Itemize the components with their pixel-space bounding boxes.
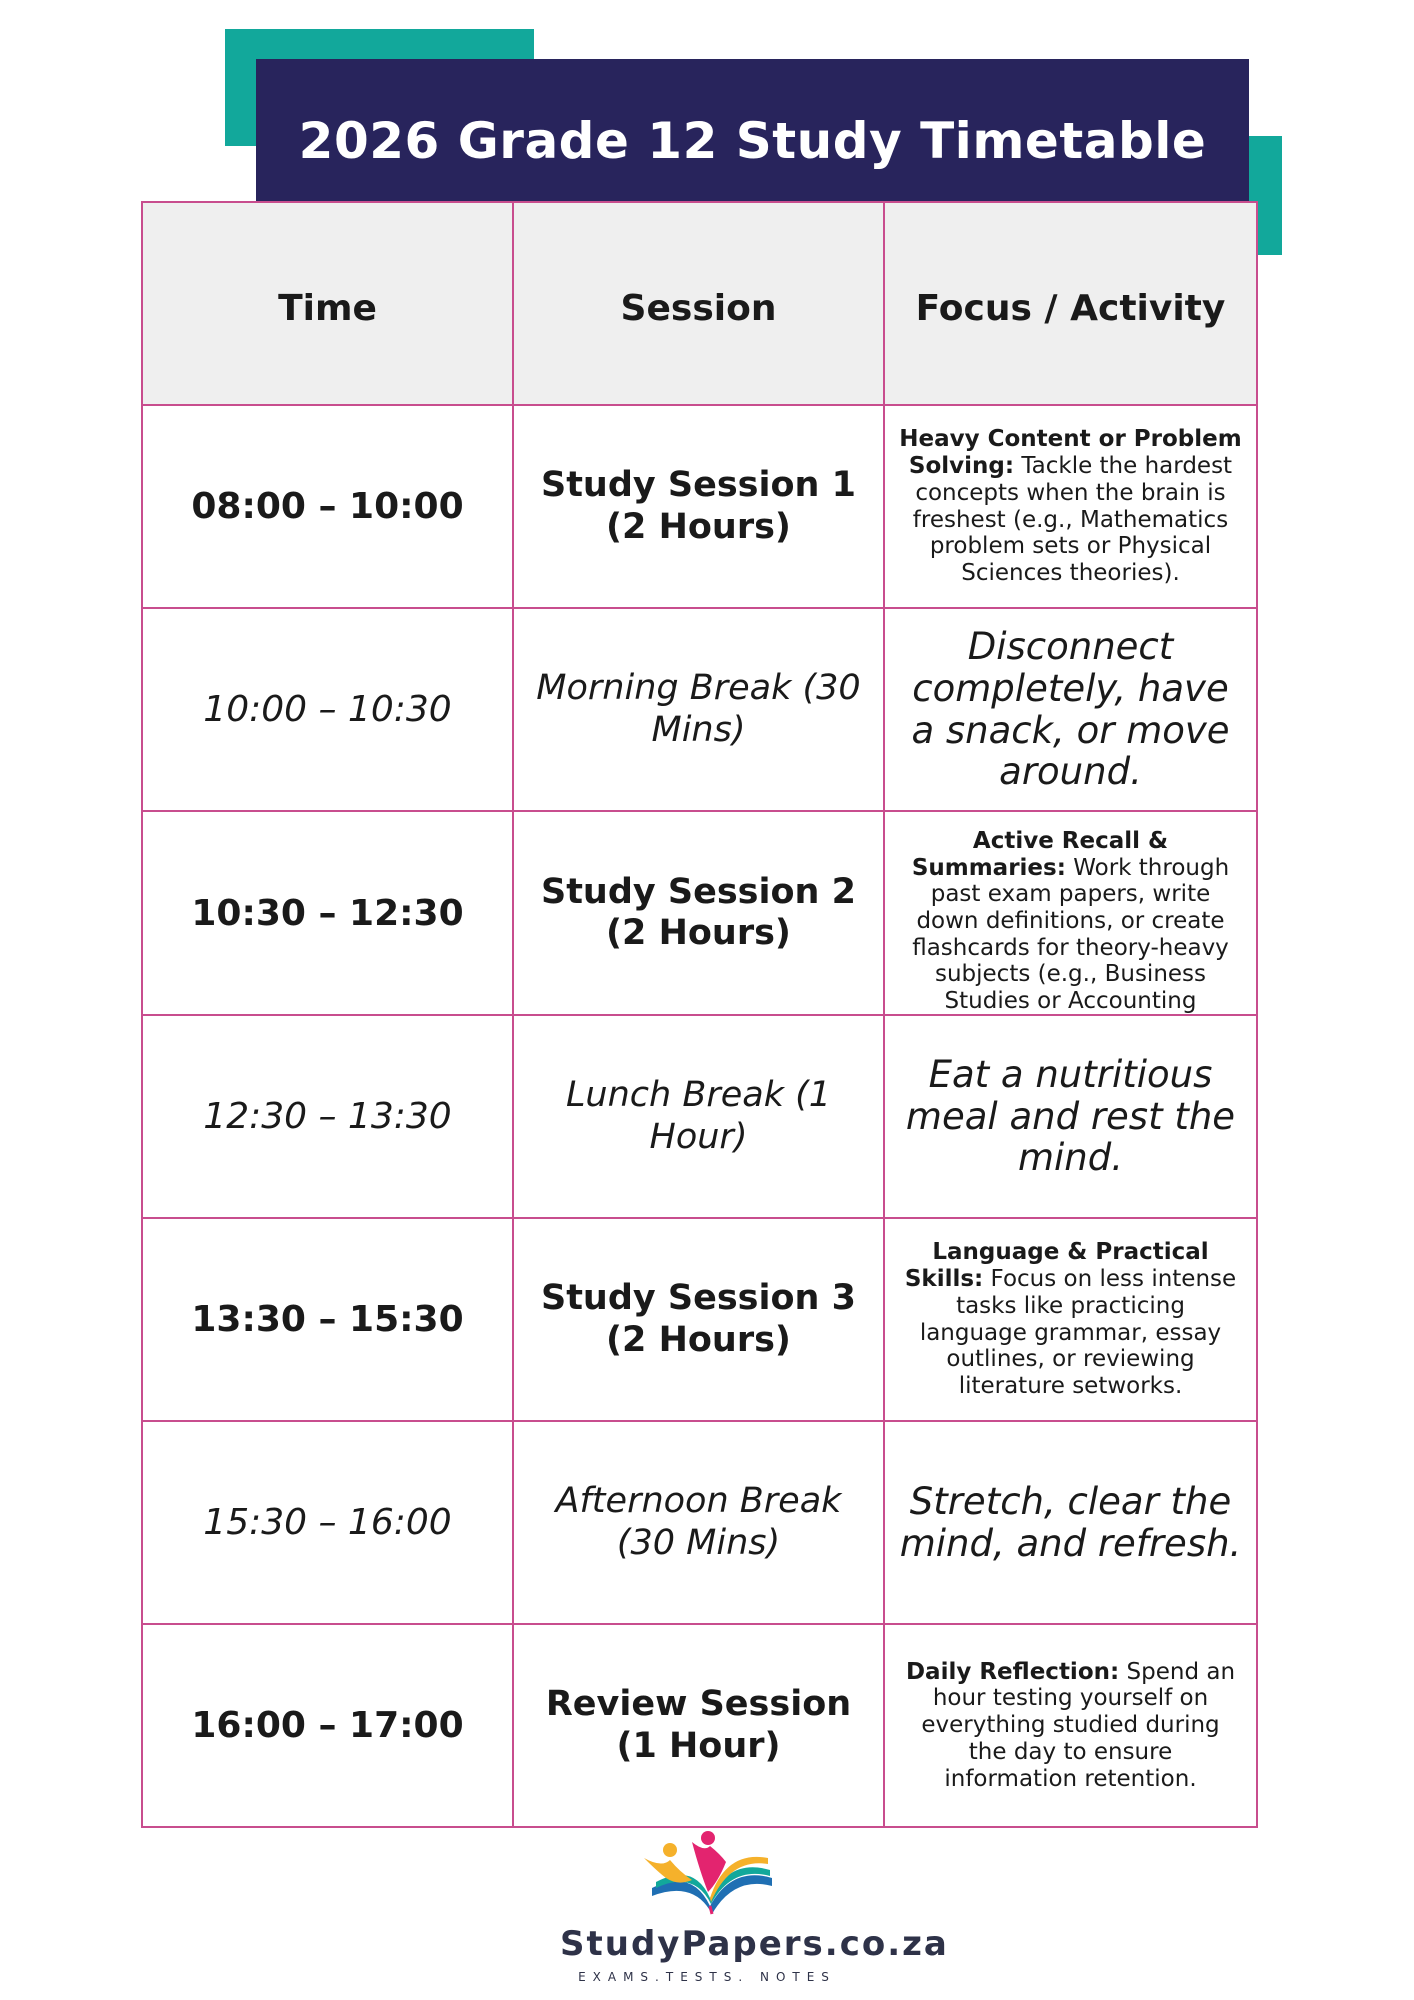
- focus-text: Work through past exam papers, write down definitions, or create flashcards for theory-heavy subjects (e.g., Business Studies or Accounting: [912, 854, 1230, 1014]
- timetable: [141, 201, 1258, 1828]
- focus-text: Tackle the hardest concepts when the brain is freshest (e.g., Mathematics problem sets or Physical Sciences theories).: [912, 453, 1233, 586]
- focus-heading: Heavy Content or Problem Solving:: [899, 426, 1242, 480]
- focus-cell: [884, 811, 1257, 1015]
- focus-cell: [884, 1624, 1257, 1827]
- session-cell: Lunch Break (1 Hour): [513, 1015, 884, 1218]
- table-row: [142, 1421, 1257, 1624]
- brand-tagline: EXAMS.TESTS. NOTES: [578, 1970, 836, 1984]
- focus-heading: Language & Practical Skills:: [904, 1239, 1209, 1293]
- time-cell: 13:30 – 15:30: [142, 1218, 513, 1421]
- focus-text: Spend an hour testing yourself on everything studied during the day to ensure information retention.: [921, 1658, 1236, 1792]
- session-cell: Study Session 2 (2 Hours): [513, 811, 884, 1015]
- time-cell: 10:00 – 10:30: [142, 608, 513, 811]
- header-session: Session: [513, 202, 884, 405]
- header-focus: Focus / Activity: [884, 202, 1257, 405]
- focus-cell: Stretch, clear the mind, and refresh.: [884, 1421, 1257, 1624]
- session-cell: Review Session (1 Hour): [513, 1624, 884, 1827]
- title-banner: [256, 59, 1249, 222]
- brand-name: StudyPapers.co.za: [560, 1924, 949, 1964]
- table-row: [142, 608, 1257, 811]
- focus-cell: Eat a nutritious meal and rest the mind.: [884, 1015, 1257, 1218]
- book-people-icon: [622, 1828, 792, 1920]
- focus-heading: Active Recall & Summaries:: [911, 828, 1169, 881]
- time-cell: 15:30 – 16:00: [142, 1421, 513, 1624]
- focus-cell: [884, 1218, 1257, 1421]
- time-cell: 16:00 – 17:00: [142, 1624, 513, 1827]
- time-cell: 12:30 – 13:30: [142, 1015, 513, 1218]
- focus-cell: [884, 405, 1257, 608]
- focus-text: Focus on less intense tasks like practicing language grammar, essay outlines, or reviewing literature setworks.: [919, 1266, 1237, 1399]
- session-cell: Study Session 1 (2 Hours): [513, 405, 884, 608]
- table-row: [142, 1015, 1257, 1218]
- session-cell: Study Session 3 (2 Hours): [513, 1218, 884, 1421]
- studypapers-logo: [560, 1828, 949, 2000]
- timetable-header-row: [142, 202, 1257, 405]
- table-row: [142, 1218, 1257, 1421]
- header-time: Time: [142, 202, 513, 405]
- time-cell: 08:00 – 10:00: [142, 405, 513, 608]
- table-row: [142, 1624, 1257, 1827]
- focus-heading: Daily Reflection:: [905, 1658, 1120, 1685]
- page-title: 2026 Grade 12 Study Timetable: [298, 111, 1207, 170]
- table-row: [142, 405, 1257, 608]
- time-cell: 10:30 – 12:30: [142, 811, 513, 1015]
- session-cell: Morning Break (30 Mins): [513, 608, 884, 811]
- focus-cell: Disconnect completely, have a snack, or move around.: [884, 608, 1257, 811]
- session-cell: Afternoon Break (30 Mins): [513, 1421, 884, 1624]
- table-row: [142, 811, 1257, 1015]
